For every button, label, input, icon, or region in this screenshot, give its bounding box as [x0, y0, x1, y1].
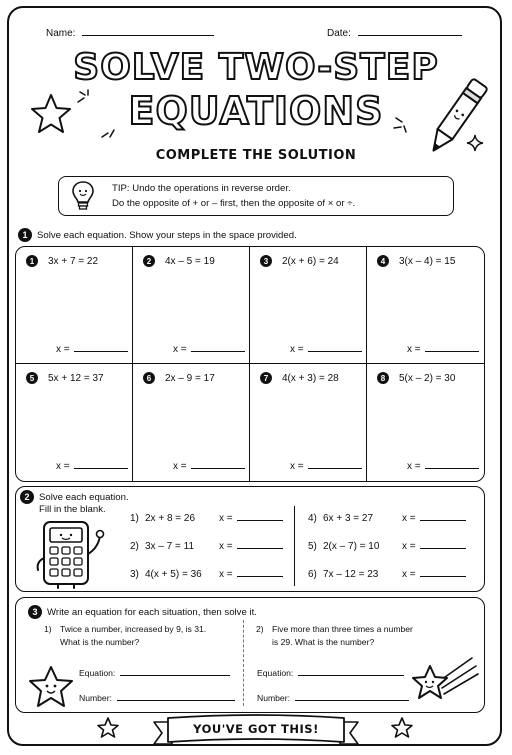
s3-p1-label: 1): [44, 624, 52, 634]
s3-p1-line2: What is the number?: [60, 637, 140, 647]
s2-problem-label: 2): [130, 541, 139, 552]
shooting-star-icon: [412, 652, 482, 708]
name-field[interactable]: [46, 28, 214, 39]
answer-blank[interactable]: [425, 468, 479, 469]
problem-equation: 4(x + 3) = 28: [282, 373, 339, 384]
problem-cell[interactable]: [250, 364, 367, 481]
answer-label: x =: [290, 461, 304, 472]
star-icon: [26, 664, 76, 710]
s2-problem-equation: 7x – 12 = 23: [323, 569, 379, 580]
answer-blank[interactable]: [191, 468, 245, 469]
s2-problem-equation: 4(x + 5) = 36: [145, 569, 202, 580]
calculator-icon: [30, 518, 110, 590]
s2-problem-equation: 2(x – 7) = 10: [323, 541, 380, 552]
problem-equation: 2(x + 6) = 24: [282, 256, 339, 267]
problem-cell[interactable]: [16, 247, 133, 364]
answer-label: x =: [402, 541, 416, 552]
answer-blank[interactable]: [237, 576, 283, 577]
sparkle-icon: [392, 114, 414, 136]
problem-equation: 5(x – 2) = 30: [399, 373, 456, 384]
answer-label: x =: [290, 344, 304, 355]
section2-number: 2: [20, 490, 34, 504]
problem-cell[interactable]: [133, 364, 250, 481]
answer-label: x =: [56, 461, 70, 472]
answer-blank[interactable]: [420, 548, 466, 549]
equation-label: Equation:: [79, 668, 116, 678]
section2-heading: [20, 490, 129, 504]
sparkle-icon: [76, 88, 96, 106]
problem-cell[interactable]: [16, 364, 133, 481]
name-blank[interactable]: [82, 35, 214, 36]
equation-blank[interactable]: [120, 675, 230, 676]
number-blank[interactable]: [117, 700, 235, 701]
answer-field[interactable]: [407, 344, 479, 355]
date-blank[interactable]: [358, 35, 462, 36]
s2-answer-field[interactable]: [219, 513, 283, 524]
sparkle-icon: [466, 134, 484, 152]
date-label: Date:: [327, 28, 351, 39]
answer-label: x =: [56, 344, 70, 355]
problem-number: 1: [26, 255, 38, 267]
answer-blank[interactable]: [425, 351, 479, 352]
s3-p1-number-field[interactable]: [79, 693, 235, 703]
answer-blank[interactable]: [74, 468, 128, 469]
section3-divider: [243, 620, 244, 706]
sparkle-icon: [100, 127, 118, 139]
answer-label: x =: [219, 541, 233, 552]
banner-text: YOU'VE GOT THIS!: [193, 722, 319, 736]
section3-number: 3: [28, 605, 42, 619]
answer-field[interactable]: [56, 461, 128, 472]
answer-label: x =: [402, 569, 416, 580]
section1-title: Solve each equation. Show your steps in the space provided.: [37, 229, 297, 241]
answer-label: x =: [219, 513, 233, 524]
date-field[interactable]: [327, 28, 462, 39]
s2-problem-label: 6): [308, 569, 317, 580]
answer-field[interactable]: [290, 461, 362, 472]
s2-answer-field[interactable]: [219, 541, 283, 552]
s3-p2-line1: Five more than three times a number: [272, 624, 413, 634]
answer-blank[interactable]: [420, 576, 466, 577]
problem-cell[interactable]: [133, 247, 250, 364]
problem-number: 7: [260, 372, 272, 384]
problem-equation: 4x – 5 = 19: [165, 256, 215, 267]
lightbulb-icon: [70, 179, 96, 213]
s2-problem-equation: 3x – 7 = 11: [145, 541, 195, 552]
section2-title-line2: Fill in the blank.: [39, 504, 106, 515]
answer-blank[interactable]: [237, 548, 283, 549]
answer-label: x =: [219, 569, 233, 580]
s2-answer-field[interactable]: [402, 513, 466, 524]
number-label: Number:: [79, 693, 112, 703]
star-icon: [28, 92, 74, 136]
answer-label: x =: [173, 461, 187, 472]
star-icon: [96, 716, 120, 738]
section1-heading: [18, 228, 297, 242]
problem-cell[interactable]: [367, 247, 484, 364]
problem-equation: 2x – 9 = 17: [165, 373, 215, 384]
section3-heading: [28, 605, 257, 619]
s2-problem-equation: 2x + 8 = 26: [145, 513, 196, 524]
problem-cell[interactable]: [250, 247, 367, 364]
title-line2: EQUATIONS: [128, 89, 384, 133]
problem-number: 8: [377, 372, 389, 384]
s3-p1-line1: Twice a number, increased by 9, is 31.: [60, 624, 207, 634]
problem-equation: 3x + 7 = 22: [48, 256, 99, 267]
answer-field[interactable]: [407, 461, 479, 472]
s2-answer-field[interactable]: [219, 569, 283, 580]
answer-field[interactable]: [173, 344, 245, 355]
s3-p2-equation-field[interactable]: [257, 668, 404, 678]
s2-problem-label: 4): [308, 513, 317, 524]
s3-p2-line2: is 29. What is the number?: [272, 637, 375, 647]
tip-line1: TIP: Undo the operations in reverse order.: [112, 183, 291, 194]
tip-line2: Do the opposite of + or – first, then the opposite of × or ÷.: [112, 198, 356, 209]
answer-blank[interactable]: [308, 351, 362, 352]
problem-equation: 3(x – 4) = 15: [399, 256, 456, 267]
problem-number: 3: [260, 255, 272, 267]
name-label: Name:: [46, 28, 76, 39]
section3-title: Write an equation for each situation, then solve it.: [47, 606, 257, 618]
answer-field[interactable]: [290, 344, 362, 355]
equation-label: Equation:: [257, 668, 294, 678]
problem-cell[interactable]: [367, 364, 484, 481]
s3-p2-label: 2): [256, 624, 264, 634]
s2-answer-field[interactable]: [402, 541, 466, 552]
problem-number: 6: [143, 372, 155, 384]
answer-label: x =: [173, 344, 187, 355]
answer-blank[interactable]: [74, 351, 128, 352]
subtitle: COMPLETE THE SOLUTION: [155, 148, 357, 163]
answer-label: x =: [407, 461, 421, 472]
number-blank[interactable]: [295, 700, 409, 701]
tip-box: [58, 176, 454, 216]
column-divider: [294, 506, 295, 586]
s3-p2-number-field[interactable]: [257, 693, 409, 703]
section1-number: 1: [18, 228, 32, 242]
number-label: Number:: [257, 693, 290, 703]
problem-equation: 5x + 12 = 37: [48, 373, 104, 384]
problem-number: 4: [377, 255, 389, 267]
section2-title-line1: Solve each equation.: [39, 491, 129, 503]
s2-problem-label: 5): [308, 541, 317, 552]
answer-blank[interactable]: [191, 351, 245, 352]
answer-label: x =: [407, 344, 421, 355]
star-icon: [390, 716, 414, 738]
s2-problem-equation: 6x + 3 = 27: [323, 513, 374, 524]
section1-problem-grid: [15, 246, 485, 482]
s3-p1-equation-field[interactable]: [79, 668, 230, 678]
answer-field[interactable]: [173, 461, 245, 472]
s2-answer-field[interactable]: [402, 569, 466, 580]
title-line1: SOLVE TWO-STEP: [73, 47, 439, 88]
s2-problem-label: 1): [130, 513, 139, 524]
equation-blank[interactable]: [298, 675, 404, 676]
answer-blank[interactable]: [420, 520, 466, 521]
answer-blank[interactable]: [308, 468, 362, 469]
answer-blank[interactable]: [237, 520, 283, 521]
problem-number: 2: [143, 255, 155, 267]
s2-problem-label: 3): [130, 569, 139, 580]
answer-field[interactable]: [56, 344, 128, 355]
problem-number: 5: [26, 372, 38, 384]
answer-label: x =: [402, 513, 416, 524]
